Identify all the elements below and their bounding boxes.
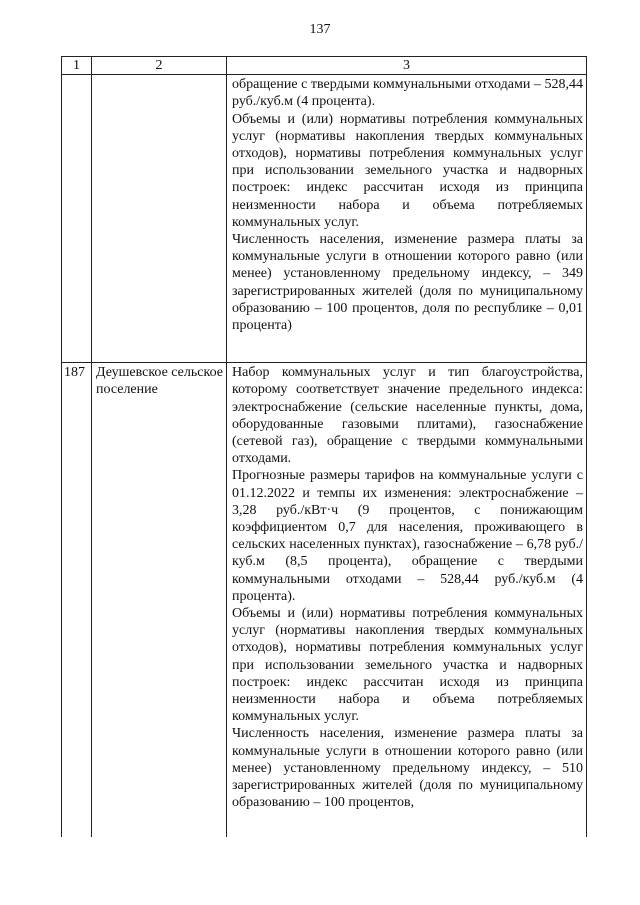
table-header-row [62,57,587,75]
description-paragraph: Объемы и (или) нормативы потребления коммунальных услуг (нормативы накопления твердых коммунальных отходов), нормативы потребления коммунальных услуг при использовании земельного участка и надворных построек: индекс рассчитан исходя из принципа неизменности набора и объема потребляемых коммунальных услуг. [232,111,583,230]
column-header-2: 2 [92,57,227,75]
row-description [227,363,587,838]
column-header-1: 1 [62,57,92,75]
description-paragraph: Прогнозные размеры тарифов на коммунальные услуги с 01.12.2022 и темпы их изменения: электроснабжение – 3,28 руб./кВт·ч (9 процентов, с понижающим коэффициентом 0,7 для населения, проживающего в сельских населенных пунктах), газоснабжение – 6,78 руб./куб.м (8,5 процента), обращение с твердыми коммунальными отходами – 528,44 руб./куб.м (4 процента). [232,468,583,604]
page-number: 137 [309,22,331,37]
settlement-name [92,75,227,363]
table-row-continuation [62,75,587,363]
table-row-187 [62,363,587,838]
column-header-3: 3 [227,57,587,75]
description-paragraph: Объемы и (или) нормативы потребления коммунальных услуг (нормативы накопления твердых коммунальных отходов), нормативы потребления коммунальных услуг при использовании земельного участка и надворных построек: индекс рассчитан исходя из принципа неизменности набора и объема потребляемых коммунальных услуг. [232,606,583,725]
description-paragraph: Набор коммунальных услуг и тип благоустройства, которому соответствует значение предельного индекса: электроснабжение (сельские населенные пункты, дома, оборудованные газовыми плитами), газоснабжение (сетевой газ), обращение с твердыми коммунальными отходами. [232,365,583,467]
row-number: 187 [62,363,92,838]
description-paragraph: Численность населения, изменение размера платы за коммунальные услуги в отношении которого равно (или менее) установленному предельному индексу, – 349 зарегистрированных жителей (доля по муниципальному образованию – 100 процентов, доля по республике – 0,01 процента) [232,232,583,334]
settlement-name: Деушевское сельское поселение [92,363,227,838]
row-description [227,75,587,363]
description-paragraph: обращение с твердыми коммунальными отходами – 528,44 руб./куб.м (4 процента). [232,77,583,110]
description-paragraph: Численность населения, изменение размера платы за коммунальные услуги в отношении которого равно (или менее) установленному предельному индексу, – 510 зарегистрированных жителей (доля по муниципальному образованию – 100 процентов, [232,726,583,811]
row-number [62,75,92,363]
index-table [61,56,587,837]
